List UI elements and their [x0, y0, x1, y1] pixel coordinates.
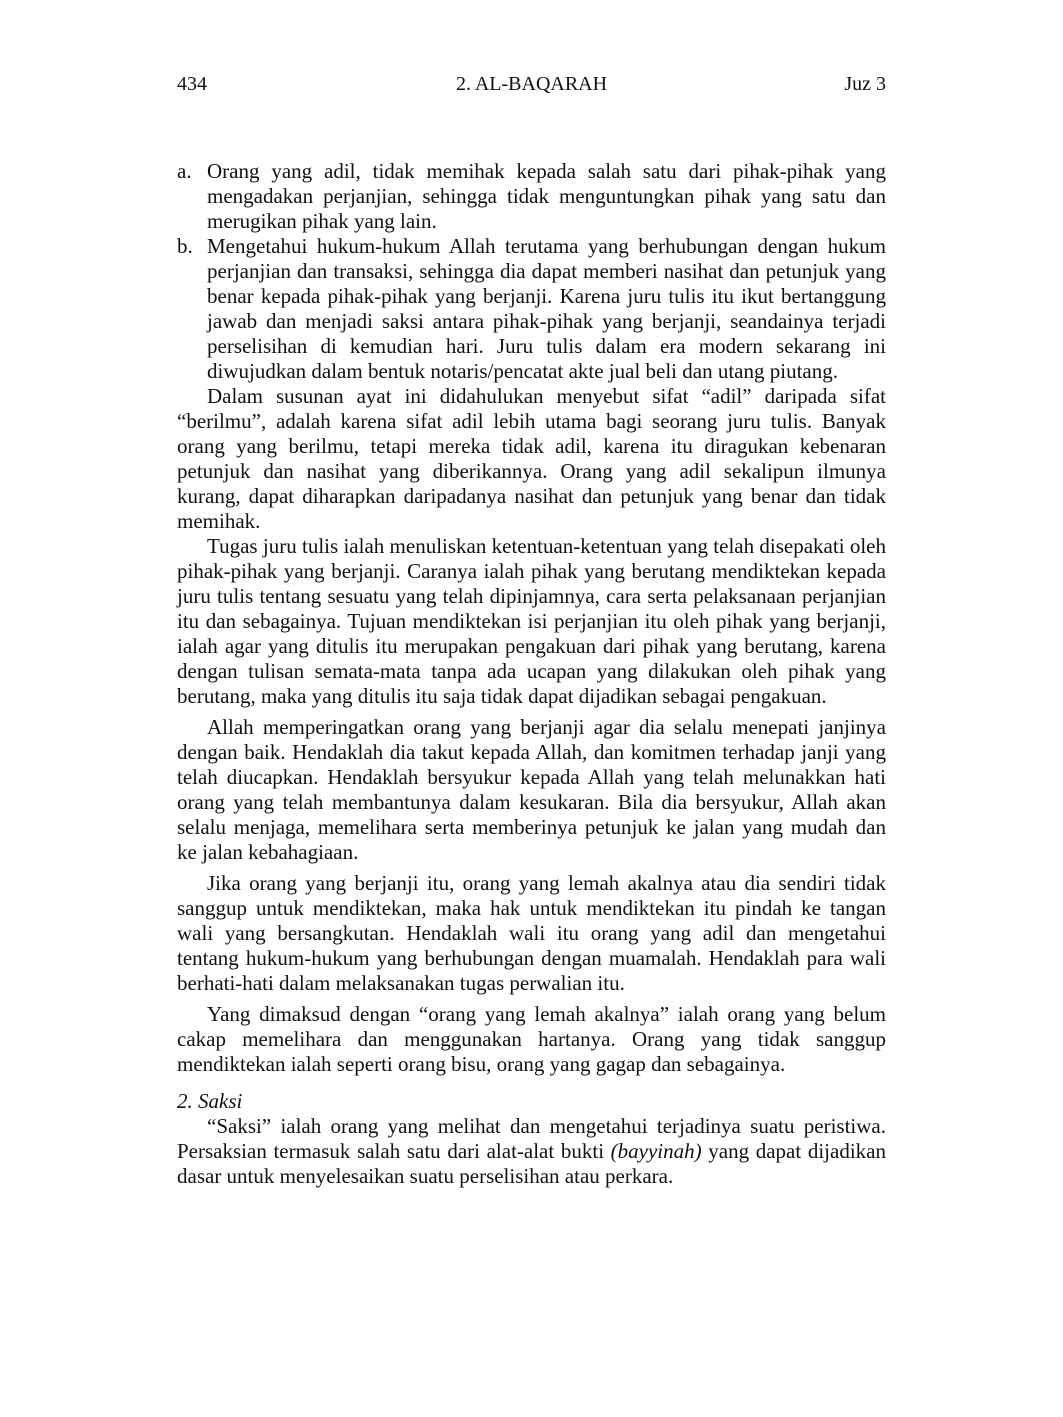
- list-marker: a.: [177, 159, 192, 183]
- paragraph: Yang dimaksud dengan “orang yang lemah akalnya” ialah orang yang belum cakap memelihara dan menggunakan hartanya. Orang yang tidak sanggup mendiktekan ialah seperti orang bisu, orang yang gagap dan sebagainya.: [177, 1002, 886, 1076]
- section-heading: 2. Saksi: [177, 1089, 243, 1113]
- list-marker: b.: [177, 234, 193, 258]
- juz-label: Juz 3: [844, 73, 886, 95]
- paragraph: Dalam susunan ayat ini didahulukan menyebut sifat “adil” daripada sifat “berilmu”, adalah karena sifat adil lebih utama bagi seorang juru tulis. Banyak orang yang berilmu, tetapi mereka tidak adil, karena itu diragukan kebenaran petunjuk dan nasihat yang diberikannya. Orang yang adil sekalipun ilmunya kurang, dapat diharapkan daripadanya nasihat dan petunjuk yang benar dan tidak memihak.: [177, 384, 886, 533]
- section-text-after: yang dapat dijadikan dasar untuk menyelesaikan suatu perselisihan atau perkara.: [177, 1139, 886, 1188]
- paragraph: Allah memperingatkan orang yang berjanji agar dia selalu menepati janjinya dengan baik. Hendaklah dia takut kepada Allah, dan komitmen terhadap janji yang telah diucapkan. Hendaklah bersyukur kepada Allah yang telah melunakkan hati orang yang telah membantunya dalam kesukaran. Bila dia bersyukur, Allah akan selalu menjaga, memelihara serta memberinya petunjuk ke jalan yang mudah dan ke jalan kebahagiaan.: [177, 715, 886, 864]
- section-paragraph: [177, 1114, 886, 1189]
- list-item-b: [177, 234, 886, 384]
- italic-term: (bayyinah): [610, 1139, 702, 1163]
- page-number: 434: [177, 73, 207, 95]
- section-text-before: “Saksi” ialah orang yang melihat dan mengetahui terjadinya suatu peristiwa. Persaksian termasuk salah satu dari alat-alat bukti: [177, 1114, 886, 1163]
- surah-title: 2. AL-BAQARAH: [455, 73, 608, 95]
- paragraph: Tugas juru tulis ialah menuliskan ketentuan-ketentuan yang telah disepakati oleh pihak-pihak yang berjanji. Caranya ialah pihak yang berutang mendiktekan kepada juru tulis tentang sesuatu yang telah dipinjamnya, cara serta pelaksanaan perjanjian itu dan sebagainya. Tujuan mendiktekan isi perjanjian itu oleh pihak yang berjanji, ialah agar yang ditulis itu merupakan pengakuan dari pihak yang berutang, karena dengan tulisan semata-mata tanpa ada ucapan yang dilakukan oleh pihak yang berutang, maka yang ditulis itu saja tidak dapat dijadikan sebagai pengakuan.: [177, 534, 886, 708]
- list-item-text: Mengetahui hukum-hukum Allah terutama yang berhubungan dengan hukum perjanjian dan transaksi, sehingga dia dapat memberi nasihat dan petunjuk yang benar kepada pihak-pihak yang berjanji. Karena juru tulis itu ikut bertanggung jawab dan menjadi saksi antara pihak-pihak yang berjanji, seandainya terjadi perselisihan di kemudian hari. Juru tulis dalam era modern sekarang ini diwujudkan dalam bentuk notaris/pencatat akte jual beli dan utang piutang.: [207, 234, 886, 383]
- list-item-a: [177, 159, 886, 234]
- paragraph: Jika orang yang berjanji itu, orang yang lemah akalnya atau dia sendiri tidak sanggup untuk mendiktekan, maka hak untuk mendiktekan itu pindah ke tangan wali yang bersangkutan. Hendaklah wali itu orang yang adil dan mengetahui tentang hukum-hukum yang berhubungan dengan muamalah. Hendaklah para wali berhati-hati dalam melaksanakan tugas perwalian itu.: [177, 871, 886, 995]
- page-body: [177, 159, 886, 1189]
- list-item-text: Orang yang adil, tidak memihak kepada salah satu dari pihak-pihak yang mengadakan perjanjian, sehingga tidak menguntungkan pihak yang satu dan merugikan pihak yang lain.: [207, 159, 886, 233]
